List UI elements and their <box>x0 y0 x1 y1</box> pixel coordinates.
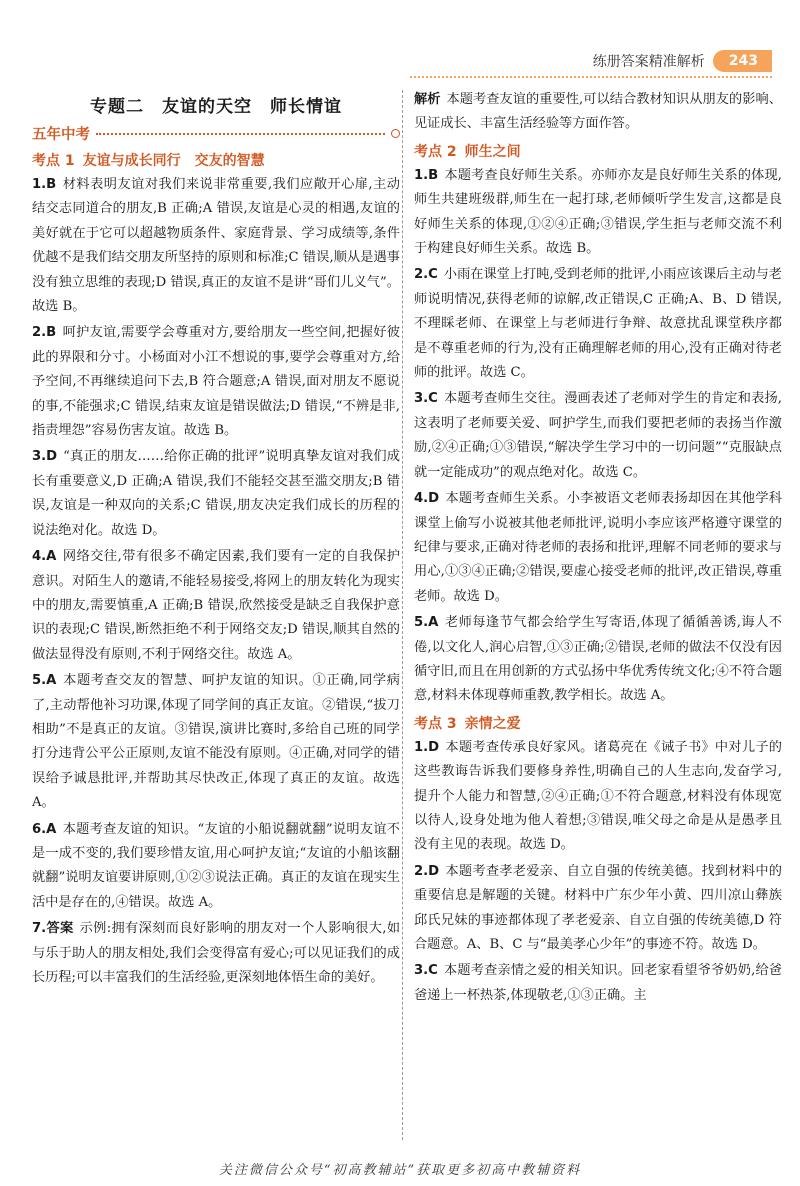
answer-item <box>414 263 782 385</box>
analysis-item <box>414 88 782 137</box>
answer-text: 本题考查良好师生关系。亦师亦友是良好师生关系的体现,师生共建班级群,师生在一起打球,老师倾听学生发言,这都是良好师生关系的体现,①②④正确;③错误,学生拒与老师交流不利于构建良好师生关系。故选 B。 <box>414 167 782 257</box>
left-column <box>32 92 400 992</box>
topic-title: 专题二 友谊的天空 师长情谊 <box>90 97 342 117</box>
answer-text: 示例:拥有深刻而良好影响的朋友对一个人影响很大,如与乐于助人的朋友相处,我们会变得富有爱心;可以见证我们的成长历程;可以丰富我们的生活经验,更深刻地体悟生命的美好。 <box>32 921 401 985</box>
section-dots <box>96 133 385 135</box>
point-2-title <box>414 141 782 161</box>
point-3-items <box>414 736 782 1008</box>
answer-number: 5.A <box>32 673 57 689</box>
column-divider <box>402 90 403 1140</box>
answer-item <box>414 611 782 709</box>
answer-item <box>414 959 782 1008</box>
point-1-items <box>32 173 400 990</box>
point-2-text: 师生之间 <box>464 143 521 160</box>
answer-text: 呵护友谊,需要学会尊重对方,要给朋友一些空间,把握好彼此的界限和分寸。小杨面对小江不想说的事,要学会尊重对方,给予空间,不再继续追问下去,B 符合题意;A 错误,面对朋友不愿说的事,不能强求;C 错误,结束友谊是错误做法;D 错误,“不辨是非,指责埋怨”容易伤害友谊。故选 B。 <box>32 325 400 439</box>
point-2-items <box>414 164 782 709</box>
answer-item <box>32 321 400 443</box>
analysis-label: 解析 <box>414 92 441 107</box>
point-1-text: 友谊与成长同行 交友的智慧 <box>82 153 265 169</box>
header-label: 练册答案精准解析 <box>592 54 705 70</box>
answer-text: 本题考查亲情之爱的相关知识。回老家看望爷爷奶奶,给爸爸递上一杯热茶,体现敬老,①③正确。主 <box>414 963 782 1003</box>
answer-number: 2.C <box>414 267 438 283</box>
answer-text: 本题考查友谊的知识。“友谊的小船说翻就翻”说明友谊不是一成不变的,我们要珍惜友谊,用心呵护友谊;“友谊的小船该翻就翻”说明友谊要讲原则,①②③说法正确。真正的友谊在现实生活中是存在的,④错误。故选 A。 <box>32 821 400 910</box>
section-ring-icon <box>391 129 400 138</box>
answer-number: 4.D <box>414 491 440 507</box>
answer-number: 1.B <box>414 167 439 183</box>
section-title <box>32 123 400 144</box>
footer-note: 关注微信公众号“初高教辅站”获取更多初高中教辅资料 <box>218 1163 582 1178</box>
right-column <box>414 88 782 1010</box>
page-header <box>593 50 772 72</box>
answer-item <box>414 860 782 958</box>
answer-number: 3.D <box>32 449 58 465</box>
answer-text: 本题考查师生交往。漫画表述了老师对学生的肯定和表扬,这表明了老师要关爱、呵护学生,而我们要把老师的表扬当作激励,②④正确;①③错误,“解决学生学习中的一切问题”“克服缺点就一定能成功”的观点绝对化。故选 C。 <box>414 391 782 480</box>
section-title-text: 五年中考 <box>32 127 90 143</box>
point-3-label: 考点 3 <box>414 715 457 732</box>
answer-item <box>414 164 782 262</box>
point-1-label: 考点 1 <box>32 153 75 169</box>
point-3-text: 亲情之爱 <box>464 715 521 732</box>
answer-number: 2.D <box>414 863 440 879</box>
answer-number: 7.答案 <box>32 921 74 937</box>
answer-item <box>32 917 400 990</box>
answer-item <box>32 173 400 319</box>
answer-item <box>414 387 782 485</box>
point-3-title <box>414 713 782 733</box>
answer-number: 3.C <box>414 963 438 979</box>
answer-item <box>32 818 400 916</box>
answer-text: 本题考查传承良好家风。诸葛亮在《诫子书》中对儿子的这些教诲告诉我们要修身养性,明确自己的人生志向,发奋学习,提升个人能力和智慧,②④正确;①不符合题意,材料没有体现宽以待人,设身处地为他人着想;③错误,唯父母之命是从是愚孝且没有主见的表现。故选 D。 <box>414 739 782 853</box>
answer-number: 3.C <box>414 391 438 407</box>
answer-text: “真正的朋友……给你正确的批评”说明真挚友谊对我们成长有重要意义,D 正确;A 错误,我们不能轻交甚至滥交朋友;B 错误,友谊是一种双向的关系;C 错误,朋友决定我们成长的历程的说法绝对化。故选 D。 <box>32 449 400 538</box>
header-rule <box>410 76 772 78</box>
answer-number: 6.A <box>32 821 57 837</box>
answer-text: 本题考查交友的智慧、呵护友谊的知识。①正确,同学病了,主动帮他补习功课,体现了同学间的真正友谊。②错误,“拔刀相助”不是真正的友谊。③错误,演讲比赛时,多给自己班的同学打分违背公平公正原则,友谊不能没有原则。④正确,对同学的错误给予诚恳批评,并帮助其尽快改正,体现了真正的友谊。故选 A。 <box>32 673 400 811</box>
answer-text: 材料表明友谊对我们来说非常重要,我们应敞开心扉,主动结交志同道合的朋友,B 正确;A 错误,友谊是心灵的相遇,友谊的美好就在于它可以超越物质条件、家庭背景、学习成绩等,条件优越不是我们结交朋友所坚持的原则和标准;C 错误,顺从是遇事没有独立思维的表现;D 错误,真正的友谊不是讲“哥们儿义气”。故选 B。 <box>32 177 400 315</box>
answer-text: 本题考查孝老爱亲、自立自强的传统美德。找到材料中的重要信息是解题的关键。材料中广东少年小黄、四川凉山彝族邱氏兄妹的事迹都体现了孝老爱亲、自立自强的传统美德,D 符合题意。A、B、C 与“最美孝心少年”的事迹不符。故选 D。 <box>414 863 782 952</box>
analysis-text: 本题考查友谊的重要性,可以结合教材知识从朋友的影响、见证成长、丰富生活经验等方面作答。 <box>414 92 782 132</box>
answer-item <box>32 545 400 667</box>
answer-item <box>32 669 400 815</box>
answer-text: 网络交往,带有很多不确定因素,我们要有一定的自我保护意识。对陌生人的邀请,不能轻易接受,将网上的朋友转化为现实中的朋友,需要慎重,A 正确;B 错误,欣然接受是缺乏自我保护意识的表现;C 错误,断然拒绝不利于网络交友;D 错误,顺其自然的做法显得没有原则,不利于网络交往。故选 A。 <box>32 549 400 662</box>
point-1-title <box>32 150 400 170</box>
point-2-label: 考点 2 <box>414 143 457 160</box>
answer-item <box>414 736 782 858</box>
answer-number: 2.B <box>32 325 57 341</box>
answer-text: 老师每逢节气都会给学生写寄语,体现了循循善诱,诲人不倦,以文化人,润心启智,①③正确;②错误,老师的做法不仅没有因循守旧,而且在用创新的方式弘扬中华优秀传统文化;④不符合题意,材料未体现尊师重教,教学相长。故选 A。 <box>414 615 782 704</box>
page-number-badge: 243 <box>713 50 772 72</box>
answer-number: 4.A <box>32 549 57 565</box>
answer-item <box>32 445 400 543</box>
answer-number: 1.D <box>414 739 440 755</box>
answer-number: 1.B <box>32 177 57 192</box>
answer-item <box>414 487 782 609</box>
answer-number: 5.A <box>414 615 439 631</box>
answer-text: 小雨在课堂上打盹,受到老师的批评,小雨应该课后主动与老师说明情况,获得老师的谅解,改正错误,C 正确;A、B、D 错误,不理睬老师、在课堂上与老师进行争辩、故意扰乱课堂秩序都是不尊重老师的行为,没有正确理解老师的用心,没有正确对待老师的批评。故选 C。 <box>414 267 782 381</box>
answer-text: 本题考查师生关系。小李被语文老师表扬却因在其他学科课堂上偷写小说被其他老师批评,说明小李应该严格遵守课堂的纪律与要求,正确对待老师的表扬和批评,理解不同老师的要求与用心,①③④正确;②错误,要虚心接受老师的批评,改正错误,尊重老师。故选 D。 <box>414 491 782 604</box>
